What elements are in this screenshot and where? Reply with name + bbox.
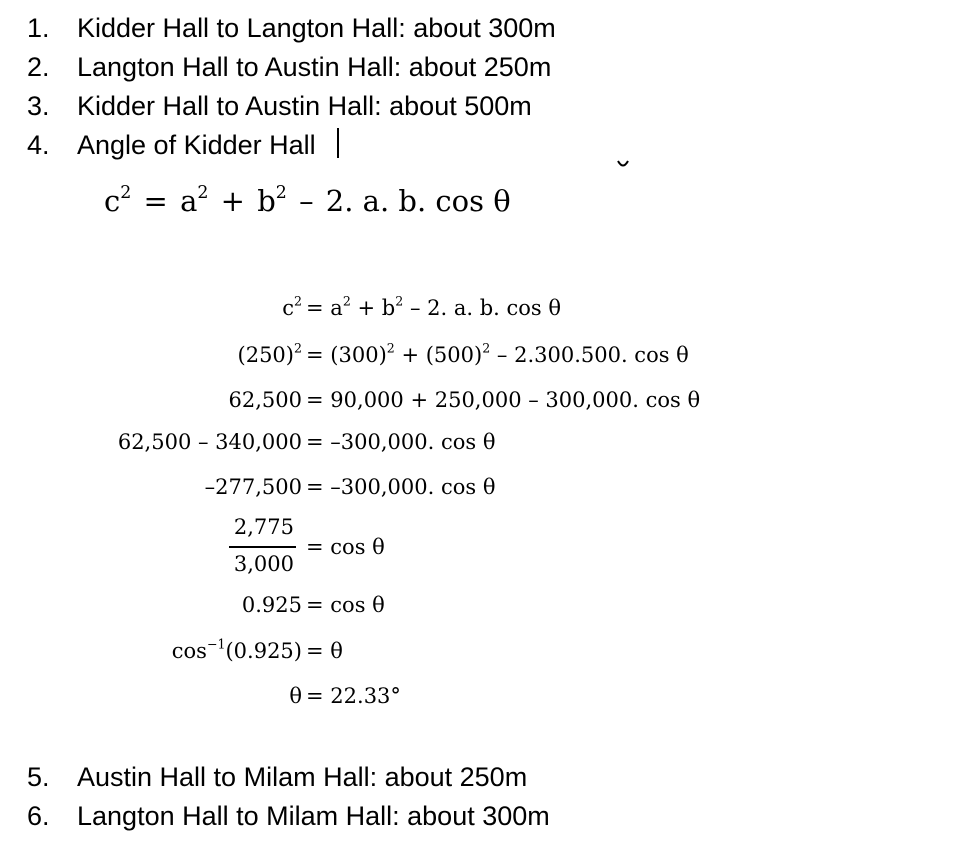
derivation-line5-lhs	[205, 473, 302, 501]
term: (250)	[237, 343, 294, 367]
derivation-line9-lhs	[289, 682, 302, 710]
derivation-line7-lhs	[242, 591, 302, 619]
exponent: 2	[293, 293, 302, 309]
formula-tail: 2. a. b. cos θ	[325, 184, 511, 218]
list-text: Kidder Hall to Langton Hall: about 300m	[77, 13, 556, 43]
term: 2,775	[233, 515, 294, 539]
derivation-line3-rhs	[306, 386, 700, 414]
list-number: 5.	[27, 762, 50, 792]
derivation-line7-rhs	[306, 591, 385, 619]
term: 0.925	[241, 593, 302, 617]
term: – 2.300.500. cos θ	[496, 343, 689, 367]
term: 3,000	[233, 552, 294, 576]
equals-sign: =	[306, 343, 324, 367]
term: 90,000 + 250,000 – 300,000. cos θ	[330, 388, 701, 412]
equals-sign: =	[306, 639, 324, 663]
term: –300,000. cos θ	[330, 430, 496, 454]
list-text: Langton Hall to Milam Hall: about 300m	[77, 801, 550, 831]
derivation-line8-lhs	[172, 637, 302, 665]
term: 62,500	[228, 388, 302, 412]
equals-sign: =	[306, 475, 324, 499]
list-number: 4.	[27, 130, 50, 160]
term: – 2. a. b. cos θ	[409, 296, 562, 320]
derivation-line4-lhs	[118, 428, 302, 456]
term: a	[330, 296, 343, 320]
derivation-line4-rhs	[306, 428, 496, 456]
term: 62,500 – 340,000	[117, 430, 302, 454]
derivation-line3-lhs	[229, 386, 302, 414]
list-number: 3.	[27, 91, 50, 121]
list-number: 2.	[27, 52, 50, 82]
term: –300,000. cos θ	[330, 475, 496, 499]
equals-sign: =	[306, 593, 324, 617]
fraction-bar	[229, 546, 296, 548]
derivation-line8-rhs	[306, 637, 343, 665]
term: c	[282, 296, 294, 320]
exponent: 2	[395, 293, 404, 309]
formula-a: a	[180, 184, 198, 218]
term: 22.33°	[330, 684, 401, 708]
exponent: 2	[342, 293, 351, 309]
term: θ	[330, 639, 343, 663]
term: θ	[289, 684, 302, 708]
equals-sign: =	[306, 296, 324, 320]
list-number: 1.	[27, 13, 50, 43]
derivation-line1-lhs	[282, 294, 302, 322]
minus-sign: –	[299, 184, 314, 218]
exponent: 2	[120, 182, 132, 203]
equals-sign: =	[306, 430, 324, 454]
list-text: Austin Hall to Milam Hall: about 250m	[77, 762, 528, 792]
equals-sign: =	[143, 184, 168, 218]
formula-b: b	[257, 184, 276, 218]
exponent: 2	[197, 182, 209, 203]
term: cos θ	[330, 593, 385, 617]
plus-sign: +	[220, 184, 245, 218]
term: b	[381, 296, 396, 320]
text-cursor	[337, 128, 339, 158]
derivation-line1-rhs: = $a^2 + b^2 - 2$. a. b. cos θ	[306, 293, 562, 320]
derivation-line9-rhs	[306, 682, 401, 710]
term: (500)	[425, 343, 483, 367]
term: –277,500	[204, 475, 302, 499]
exponent: 2	[293, 340, 302, 356]
formula-law-of-cosines	[104, 183, 511, 219]
term: cos θ	[330, 535, 385, 559]
derivation-line6-rhs	[306, 533, 385, 561]
exponent: −1	[206, 636, 226, 652]
equals-sign: =	[306, 535, 324, 559]
equals-sign: =	[306, 388, 324, 412]
formula-c: c	[104, 184, 121, 218]
exponent: 2	[482, 340, 491, 356]
derivation-line5-rhs	[306, 473, 496, 501]
exponent: 2	[275, 182, 287, 203]
term: (0.925)	[225, 639, 302, 663]
equals-sign: =	[306, 684, 324, 708]
list-text: Langton Hall to Austin Hall: about 250m	[77, 52, 552, 82]
list-text: Kidder Hall to Austin Hall: about 500m	[77, 91, 532, 121]
derivation-line2-rhs: = $(300)^2 + (500)^2 - 2.300.500$. cos θ	[306, 340, 689, 367]
exponent: 2	[386, 340, 395, 356]
derivation-line2-lhs	[238, 341, 302, 369]
term: (300)	[330, 343, 387, 367]
fraction-denominator	[234, 550, 294, 578]
fraction-numerator	[234, 513, 294, 541]
list-number: 6.	[27, 801, 50, 831]
list-text[interactable]: Angle of Kidder Hall	[77, 130, 316, 160]
term: cos	[171, 639, 207, 663]
curve-mark-icon	[616, 158, 630, 172]
